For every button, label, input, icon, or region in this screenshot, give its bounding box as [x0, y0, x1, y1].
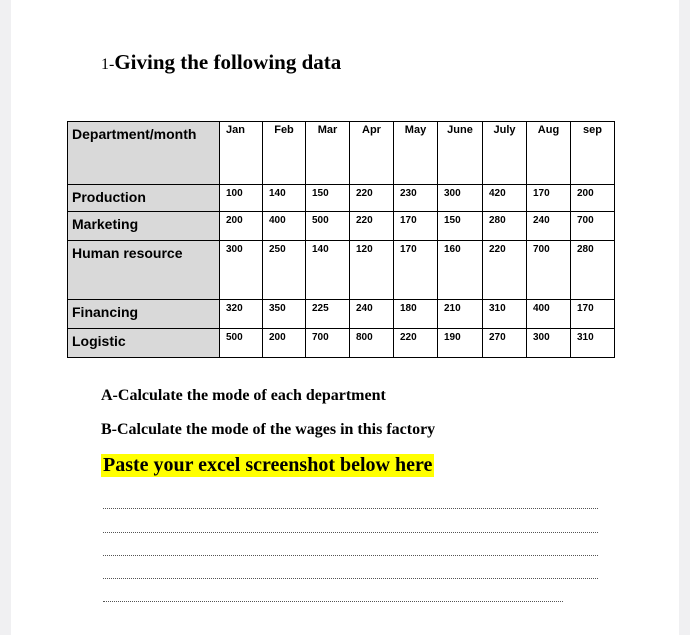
paste-instruction: Paste your excel screenshot below here — [103, 454, 433, 476]
value-cell: 300 — [220, 241, 263, 300]
value-cell: 280 — [483, 212, 527, 241]
month-header-cell: Mar — [306, 122, 350, 185]
value-cell: 220 — [483, 241, 527, 300]
value-cell: 300 — [527, 329, 571, 358]
month-header-cell: July — [483, 122, 527, 185]
page-heading — [101, 50, 341, 75]
question-a: A-Calculate the mode of each department — [101, 387, 386, 404]
value-cell: 100 — [220, 185, 263, 212]
table-row — [68, 185, 615, 212]
value-cell: 310 — [483, 300, 527, 329]
value-cell: 500 — [220, 329, 263, 358]
value-cell: 420 — [483, 185, 527, 212]
value-cell: 170 — [394, 212, 438, 241]
value-cell: 120 — [350, 241, 394, 300]
month-header-cell: May — [394, 122, 438, 185]
value-cell: 500 — [306, 212, 350, 241]
value-cell: 200 — [263, 329, 306, 358]
row-label-cell: Human resource — [68, 241, 220, 300]
value-cell: 250 — [263, 241, 306, 300]
value-cell: 140 — [263, 185, 306, 212]
value-cell: 240 — [350, 300, 394, 329]
value-cell: 700 — [306, 329, 350, 358]
value-cell: 300 — [438, 185, 483, 212]
answer-line[interactable] — [103, 508, 598, 509]
value-cell: 310 — [571, 329, 615, 358]
value-cell: 170 — [394, 241, 438, 300]
value-cell: 400 — [527, 300, 571, 329]
table-header-row — [68, 122, 615, 185]
value-cell: 800 — [350, 329, 394, 358]
month-header-cell: June — [438, 122, 483, 185]
value-cell: 190 — [438, 329, 483, 358]
value-cell: 700 — [571, 212, 615, 241]
table-row — [68, 329, 615, 358]
value-cell: 210 — [438, 300, 483, 329]
row-label-cell: Logistic — [68, 329, 220, 358]
value-cell: 400 — [263, 212, 306, 241]
question-b: B-Calculate the mode of the wages in this factory — [101, 421, 436, 438]
value-cell: 150 — [306, 185, 350, 212]
month-header-cell: Apr — [350, 122, 394, 185]
table-row — [68, 212, 615, 241]
value-cell: 180 — [394, 300, 438, 329]
value-cell: 700 — [527, 241, 571, 300]
value-cell: 160 — [438, 241, 483, 300]
month-header-cell: sep — [571, 122, 615, 185]
row-label-cell: Marketing — [68, 212, 220, 241]
answer-line[interactable] — [103, 601, 563, 602]
row-label-cell: Financing — [68, 300, 220, 329]
value-cell: 220 — [350, 212, 394, 241]
table-row — [68, 241, 615, 300]
answer-line[interactable] — [103, 555, 598, 556]
answer-line[interactable] — [103, 578, 598, 579]
month-header-cell: Feb — [263, 122, 306, 185]
value-cell: 270 — [483, 329, 527, 358]
value-cell: 280 — [571, 241, 615, 300]
heading-number: 1- — [101, 56, 115, 73]
value-cell: 320 — [220, 300, 263, 329]
value-cell: 225 — [306, 300, 350, 329]
value-cell: 220 — [350, 185, 394, 212]
value-cell: 140 — [306, 241, 350, 300]
value-cell: 200 — [220, 212, 263, 241]
corner-header-cell: Department/month — [68, 122, 220, 185]
value-cell: 170 — [527, 185, 571, 212]
row-label-cell: Production — [68, 185, 220, 212]
value-cell: 240 — [527, 212, 571, 241]
value-cell: 350 — [263, 300, 306, 329]
value-cell: 170 — [571, 300, 615, 329]
document-page — [11, 0, 679, 635]
value-cell: 200 — [571, 185, 615, 212]
answer-line[interactable] — [103, 532, 598, 533]
month-header-cell: Aug — [527, 122, 571, 185]
data-table — [67, 121, 615, 358]
value-cell: 220 — [394, 329, 438, 358]
table-row — [68, 300, 615, 329]
month-header-cell: Jan — [220, 122, 263, 185]
value-cell: 230 — [394, 185, 438, 212]
heading-text: Giving the following data — [114, 50, 342, 74]
value-cell: 150 — [438, 212, 483, 241]
